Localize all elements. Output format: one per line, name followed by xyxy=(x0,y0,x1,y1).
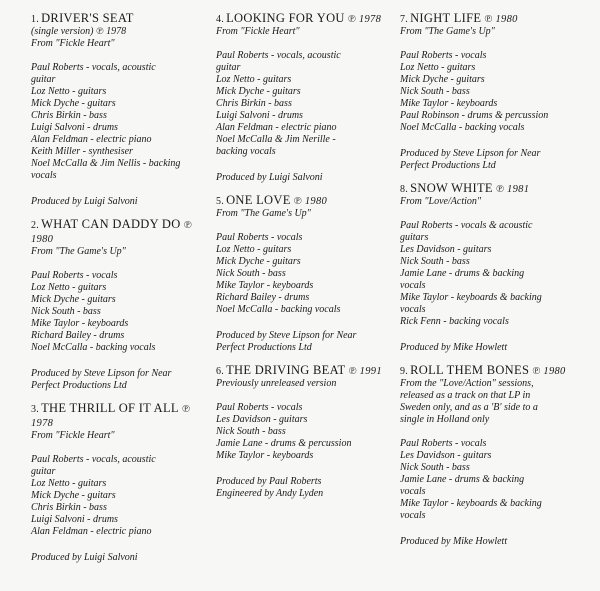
track-source-note: From "Fickle Heart" xyxy=(216,26,300,37)
production-credit xyxy=(216,330,394,354)
column-middle xyxy=(216,12,394,510)
credit-line: Paul Roberts - vocals xyxy=(31,270,118,281)
credit-line: vocals xyxy=(31,170,57,181)
credit-line: vocals xyxy=(400,280,426,291)
credit-line: Luigi Salvoni - drums xyxy=(31,514,118,525)
phonogram-year: ℗ 1981 xyxy=(495,184,530,195)
production-credit xyxy=(400,342,592,354)
track-title-text: ONE LOVE xyxy=(226,193,291,207)
credit-line: Mike Taylor - keyboards xyxy=(216,280,314,291)
credit-line: Paul Roberts - vocals xyxy=(216,232,303,243)
track-block xyxy=(216,364,394,500)
track-block xyxy=(216,12,394,184)
production-credit xyxy=(31,196,206,208)
track-title xyxy=(216,364,394,378)
track-source-note: Previously unreleased version xyxy=(216,378,337,389)
credits-list xyxy=(400,50,592,134)
credit-line: Alan Feldman - electric piano xyxy=(216,122,337,133)
production-credit xyxy=(216,476,394,500)
credit-line: guitar xyxy=(31,466,56,477)
track-source-note: Sweden only, and as a 'B' side to a xyxy=(400,402,538,413)
credit-line: Jamie Lane - drums & percussion xyxy=(216,438,352,449)
credit-line: Paul Robinson - drums & percussion xyxy=(400,110,549,121)
credit-line: Nick South - bass xyxy=(400,462,470,473)
credit-line: vocals xyxy=(400,486,426,497)
phonogram-year: ℗ 1980 xyxy=(532,366,566,377)
production-line: Perfect Productions Ltd xyxy=(400,160,496,171)
production-line: Produced by Luigi Salvoni xyxy=(31,196,138,207)
track-number: 3. xyxy=(31,404,40,415)
track-block xyxy=(400,182,592,354)
credit-line: Mick Dyche - guitars xyxy=(31,98,116,109)
production-line: Produced by Mike Howlett xyxy=(400,342,508,353)
phonogram-year: ℗ 1980 xyxy=(293,196,328,207)
credit-line: Richard Bailey - drums xyxy=(216,292,310,303)
track-number: 8. xyxy=(400,184,409,195)
track-source-note: single in Holland only xyxy=(400,414,490,425)
credit-line: Rick Fenn - backing vocals xyxy=(400,316,509,327)
credit-line: Loz Netto - guitars xyxy=(31,478,107,489)
credit-line: Alan Feldman - electric piano xyxy=(31,526,152,537)
credit-line: Mick Dyche - guitars xyxy=(31,490,116,501)
production-line: Produced by Steve Lipson for Near xyxy=(400,148,541,159)
credits-list xyxy=(31,270,206,354)
track-title xyxy=(31,402,206,430)
credit-line: Mick Dyche - guitars xyxy=(31,294,116,305)
production-line: Perfect Productions Ltd xyxy=(31,380,127,391)
track-number: 1. xyxy=(31,14,40,25)
credit-line: Loz Netto - guitars xyxy=(216,244,292,255)
credit-line: Mike Taylor - keyboards xyxy=(216,450,314,461)
track-source-note: From "Love/Action" xyxy=(400,196,482,207)
credit-line: Paul Roberts - vocals xyxy=(400,50,487,61)
track-source-note: From "The Game's Up" xyxy=(216,208,311,219)
credit-line: Noel McCalla & Jim Nerille - xyxy=(216,134,336,145)
track-number: 7. xyxy=(400,14,409,25)
credit-line: Keith Miller - synthesiser xyxy=(31,146,133,157)
track-title-text: ROLL THEM BONES xyxy=(410,363,530,377)
credit-line: Noel McCalla - backing vocals xyxy=(216,304,341,315)
track-block xyxy=(31,218,206,392)
credit-line: Jamie Lane - drums & backing xyxy=(400,474,525,485)
production-line: Produced by Steve Lipson for Near xyxy=(216,330,357,341)
track-title-text: DRIVER'S SEAT xyxy=(41,11,134,25)
track-title-text: NIGHT LIFE xyxy=(410,11,482,25)
track-title-text: WHAT CAN DADDY DO xyxy=(41,217,181,231)
credit-line: vocals xyxy=(400,510,426,521)
production-line: Perfect Productions Ltd xyxy=(216,342,312,353)
credits-list xyxy=(216,232,394,316)
credit-line: Luigi Salvoni - drums xyxy=(216,110,303,121)
credit-line: Les Davidson - guitars xyxy=(216,414,308,425)
track-block xyxy=(216,194,394,354)
production-line: Produced by Paul Roberts xyxy=(216,476,322,487)
credits-list xyxy=(216,50,394,158)
phonogram-year: ℗ 1980 xyxy=(31,220,192,245)
credit-line: Loz Netto - guitars xyxy=(400,62,476,73)
track-source-note: From "The Game's Up" xyxy=(31,246,126,257)
credit-line: Paul Roberts - vocals xyxy=(216,402,303,413)
track-title-text: LOOKING FOR YOU xyxy=(226,11,345,25)
track-title-text: SNOW WHITE xyxy=(410,181,493,195)
track-title xyxy=(31,218,206,246)
credit-line: Jamie Lane - drums & backing xyxy=(400,268,525,279)
credit-line: Nick South - bass xyxy=(400,256,470,267)
credit-line: Loz Netto - guitars xyxy=(216,74,292,85)
track-title xyxy=(216,12,394,26)
credit-line: Noel McCalla - backing vocals xyxy=(31,342,156,353)
credits-list xyxy=(216,402,394,462)
production-line: Produced by Steve Lipson for Near xyxy=(31,368,172,379)
credit-line: Mike Taylor - keyboards xyxy=(400,98,498,109)
credit-line: Luigi Salvoni - drums xyxy=(31,122,118,133)
credit-line: Noel McCalla & Jim Nellis - backing xyxy=(31,158,181,169)
credit-line: Loz Netto - guitars xyxy=(31,282,107,293)
credit-line: Alan Feldman - electric piano xyxy=(31,134,152,145)
production-line: Produced by Luigi Salvoni xyxy=(31,552,138,563)
production-credit xyxy=(31,552,206,564)
track-number: 9. xyxy=(400,366,409,377)
credit-line: Paul Roberts - vocals xyxy=(400,438,487,449)
phonogram-year: ℗ 1991 xyxy=(348,366,382,377)
credit-line: Mike Taylor - keyboards & backing xyxy=(400,498,542,509)
credit-line: Mike Taylor - keyboards xyxy=(31,318,129,329)
production-line: Engineered by Andy Lyden xyxy=(216,488,324,499)
track-title-text: THE THRILL OF IT ALL xyxy=(41,401,179,415)
track-source-note: From "Fickle Heart" xyxy=(31,38,115,49)
track-title xyxy=(400,364,592,378)
credits-list xyxy=(400,220,592,328)
credit-line: Chris Birkin - bass xyxy=(31,502,107,513)
phonogram-year: ℗ 1978 xyxy=(31,404,191,429)
phonogram-year: ℗ 1980 xyxy=(484,14,518,25)
credit-line: Mick Dyche - guitars xyxy=(216,86,301,97)
track-source-note: From "The Game's Up" xyxy=(400,26,495,37)
track-block xyxy=(400,12,592,172)
credits-list xyxy=(31,62,206,182)
credit-line: Les Davidson - guitars xyxy=(400,244,492,255)
credit-line: guitars xyxy=(400,232,429,243)
credit-line: Mike Taylor - keyboards & backing xyxy=(400,292,542,303)
track-source-note: From "Fickle Heart" xyxy=(31,430,115,441)
credit-line: Paul Roberts - vocals, acoustic xyxy=(216,50,341,61)
track-number: 5. xyxy=(216,196,225,207)
credit-line: Chris Birkin - bass xyxy=(216,98,292,109)
credit-line: Richard Bailey - drums xyxy=(31,330,125,341)
production-line: Produced by Mike Howlett xyxy=(400,536,508,547)
credit-line: Mick Dyche - guitars xyxy=(216,256,301,267)
credit-line: guitar xyxy=(216,62,241,73)
track-source-note: released as a track on that LP in xyxy=(400,390,531,401)
phonogram-year: ℗ 1978 xyxy=(347,14,382,25)
credits-list xyxy=(400,438,592,522)
column-right xyxy=(400,12,592,558)
credit-line: Paul Roberts - vocals, acoustic xyxy=(31,62,156,73)
column-left xyxy=(31,12,206,574)
track-number: 4. xyxy=(216,14,225,25)
track-title xyxy=(216,194,394,208)
track-title xyxy=(400,182,592,196)
production-credit xyxy=(400,536,592,548)
production-credit xyxy=(31,368,206,392)
production-credit xyxy=(216,172,394,184)
track-block xyxy=(31,402,206,564)
credit-line: vocals xyxy=(400,304,426,315)
production-line: Produced by Luigi Salvoni xyxy=(216,172,323,183)
track-block xyxy=(400,364,592,548)
credit-line: Loz Netto - guitars xyxy=(31,86,107,97)
track-number: 2. xyxy=(31,220,40,231)
credit-line: Nick South - bass xyxy=(31,306,101,317)
track-number: 6. xyxy=(216,366,225,377)
credit-line: guitar xyxy=(31,74,56,85)
track-source-note: From the "Love/Action" sessions, xyxy=(400,378,534,389)
track-title xyxy=(400,12,592,26)
credit-line: Paul Roberts - vocals & acoustic xyxy=(400,220,533,231)
credit-line: Chris Birkin - bass xyxy=(31,110,107,121)
track-source-note: (single version) ℗ 1978 xyxy=(31,26,127,37)
credit-line: backing vocals xyxy=(216,146,276,157)
production-credit xyxy=(400,148,592,172)
credit-line: Noel McCalla - backing vocals xyxy=(400,122,525,133)
credit-line: Mick Dyche - guitars xyxy=(400,74,485,85)
track-title xyxy=(31,12,206,26)
credits-list xyxy=(31,454,206,538)
credit-line: Paul Roberts - vocals, acoustic xyxy=(31,454,156,465)
credit-line: Les Davidson - guitars xyxy=(400,450,492,461)
credit-line: Nick South - bass xyxy=(216,426,286,437)
credit-line: Nick South - bass xyxy=(400,86,470,97)
track-block xyxy=(31,12,206,208)
track-title-text: THE DRIVING BEAT xyxy=(226,363,346,377)
credit-line: Nick South - bass xyxy=(216,268,286,279)
